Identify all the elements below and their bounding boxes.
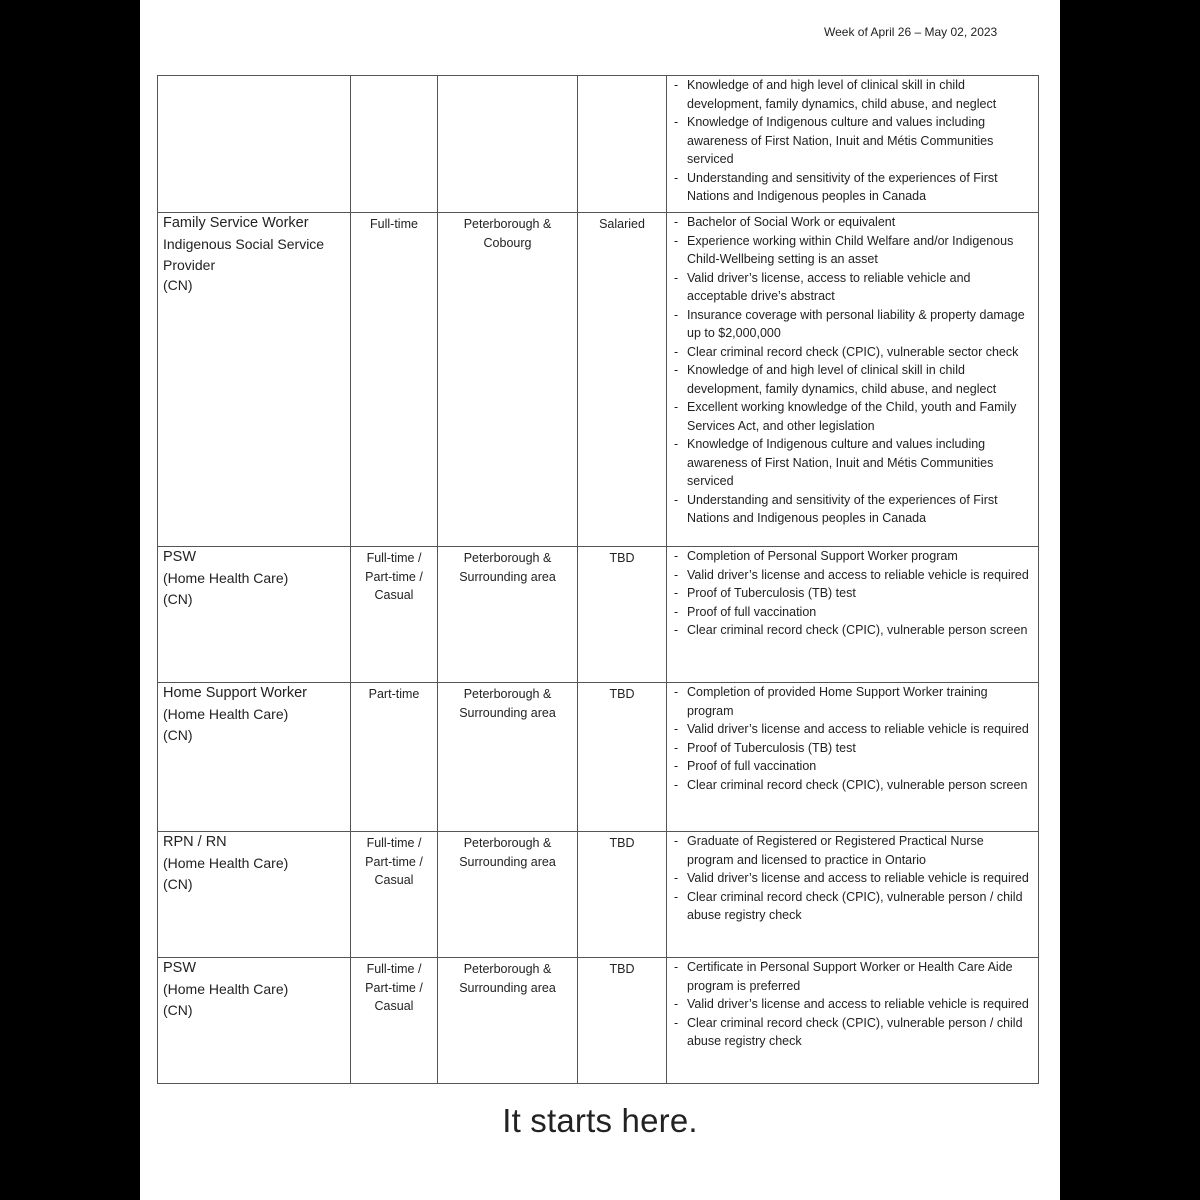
requirement-item: - Excellent working knowledge of the Child, youth and Family Services Act, and other legislation bbox=[672, 398, 1033, 435]
requirement-item: - Valid driver’s license and access to reliable vehicle is required bbox=[672, 566, 1033, 585]
requirement-item: - Valid driver’s license, access to reliable vehicle and acceptable drive’s abstract bbox=[672, 269, 1033, 306]
position-title: RPN / RN bbox=[163, 834, 227, 850]
employment-type-cell bbox=[351, 683, 438, 832]
job-row bbox=[158, 958, 1039, 1084]
requirement-item: - Experience working within Child Welfare and/or Indigenous Child-Wellbeing setting is an asset bbox=[672, 232, 1033, 269]
position-cell bbox=[158, 547, 351, 683]
salary: TBD bbox=[609, 962, 635, 976]
salary-cell bbox=[578, 832, 667, 958]
position-subtitle: (Home Health Care) (CN) bbox=[163, 706, 289, 743]
requirement-item: - Valid driver’s license and access to reliable vehicle is required bbox=[672, 720, 1033, 739]
requirement-item: - Valid driver’s license and access to reliable vehicle is required bbox=[672, 995, 1033, 1014]
requirement-item: - Clear criminal record check (CPIC), vulnerable person screen bbox=[672, 776, 1033, 795]
job-row bbox=[158, 547, 1039, 683]
requirement-item: - Understanding and sensitivity of the experiences of First Nations and Indigenous peoples in Canada bbox=[672, 169, 1033, 206]
requirement-item: - Knowledge of Indigenous culture and values including awareness of First Nation, Inuit and Métis Communities serviced bbox=[672, 113, 1033, 169]
requirement-item: - Proof of full vaccination bbox=[672, 757, 1033, 776]
requirement-item: - Clear criminal record check (CPIC), vulnerable sector check bbox=[672, 343, 1033, 362]
employment-type: Full-time / Part-time / Casual bbox=[365, 836, 423, 887]
footer-slogan: It starts here. bbox=[502, 1102, 698, 1139]
salary-cell bbox=[578, 76, 667, 213]
employment-type: Full-time / Part-time / Casual bbox=[365, 551, 423, 602]
job-row bbox=[158, 832, 1039, 958]
requirements-list bbox=[672, 213, 1033, 528]
position-title: PSW bbox=[163, 549, 197, 565]
position-subtitle: (Home Health Care) (CN) bbox=[163, 981, 289, 1018]
salary: TBD bbox=[609, 687, 635, 701]
salary-cell bbox=[578, 213, 667, 547]
location: Peterborough & Surrounding area bbox=[459, 836, 556, 869]
position-subtitle: Indigenous Social Service Provider (CN) bbox=[163, 236, 325, 293]
requirements-list bbox=[672, 832, 1033, 925]
salary-cell bbox=[578, 683, 667, 832]
requirement-item: - Graduate of Registered or Registered Practical Nurse program and licensed to practice in Ontario bbox=[672, 832, 1033, 869]
location-cell bbox=[438, 76, 578, 213]
employment-type-cell bbox=[351, 547, 438, 683]
position-title: PSW bbox=[163, 960, 197, 976]
requirement-item: - Knowledge of and high level of clinical skill in child development, family dynamics, child abuse, and neglect bbox=[672, 76, 1033, 113]
location-cell bbox=[438, 547, 578, 683]
location: Peterborough & Surrounding area bbox=[459, 687, 556, 720]
salary-cell bbox=[578, 958, 667, 1084]
employment-type-cell bbox=[351, 832, 438, 958]
requirements-list bbox=[672, 958, 1033, 1051]
requirements-list bbox=[672, 547, 1033, 640]
position-cell bbox=[158, 832, 351, 958]
document-page bbox=[140, 0, 1060, 1200]
position-title: Family Service Worker bbox=[163, 215, 309, 231]
location: Peterborough & Surrounding area bbox=[459, 962, 556, 995]
employment-type: Full-time bbox=[370, 217, 418, 231]
location: Peterborough & Surrounding area bbox=[459, 551, 556, 584]
requirement-item: - Completion of provided Home Support Worker training program bbox=[672, 683, 1033, 720]
location-cell bbox=[438, 958, 578, 1084]
requirement-item: - Valid driver’s license and access to reliable vehicle is required bbox=[672, 869, 1033, 888]
employment-type-cell bbox=[351, 213, 438, 547]
job-row bbox=[158, 76, 1039, 213]
employment-type: Full-time / Part-time / Casual bbox=[365, 962, 423, 1013]
position-subtitle: (Home Health Care) (CN) bbox=[163, 855, 289, 892]
position-subtitle: (Home Health Care) (CN) bbox=[163, 570, 289, 607]
requirement-item: - Certificate in Personal Support Worker or Health Care Aide program is preferred bbox=[672, 958, 1033, 995]
requirements-cell bbox=[667, 547, 1039, 683]
salary-cell bbox=[578, 547, 667, 683]
requirements-cell bbox=[667, 832, 1039, 958]
requirements-cell bbox=[667, 683, 1039, 832]
job-row bbox=[158, 683, 1039, 832]
requirement-item: - Clear criminal record check (CPIC), vulnerable person / child abuse registry check bbox=[672, 888, 1033, 925]
requirements-list bbox=[672, 76, 1033, 206]
location-cell bbox=[438, 213, 578, 547]
requirements-cell bbox=[667, 213, 1039, 547]
requirement-item: - Insurance coverage with personal liability & property damage up to $2,000,000 bbox=[672, 306, 1033, 343]
position-cell bbox=[158, 76, 351, 213]
location bbox=[443, 76, 572, 78]
salary: Salaried bbox=[599, 217, 645, 231]
requirement-item: - Bachelor of Social Work or equivalent bbox=[672, 213, 1033, 232]
employment-type-cell bbox=[351, 958, 438, 1084]
requirement-item: - Proof of Tuberculosis (TB) test bbox=[672, 584, 1033, 603]
job-listings-table bbox=[157, 75, 1039, 1084]
employment-type-cell bbox=[351, 76, 438, 213]
position-cell bbox=[158, 958, 351, 1084]
position-title: Home Support Worker bbox=[163, 685, 307, 701]
location: Peterborough & Cobourg bbox=[463, 217, 552, 250]
location-cell bbox=[438, 832, 578, 958]
requirements-cell bbox=[667, 76, 1039, 213]
salary bbox=[583, 76, 661, 78]
requirement-item: - Knowledge of Indigenous culture and values including awareness of First Nation, Inuit and Métis Communities serviced bbox=[672, 435, 1033, 491]
requirement-item: - Proof of full vaccination bbox=[672, 603, 1033, 622]
requirement-item: - Proof of Tuberculosis (TB) test bbox=[672, 739, 1033, 758]
salary: TBD bbox=[609, 836, 635, 850]
employment-type bbox=[356, 76, 432, 78]
position-cell bbox=[158, 683, 351, 832]
requirement-item: - Completion of Personal Support Worker program bbox=[672, 547, 1033, 566]
employment-type: Part-time bbox=[368, 687, 420, 701]
requirement-item: - Clear criminal record check (CPIC), vulnerable person screen bbox=[672, 621, 1033, 640]
requirement-item: - Knowledge of and high level of clinical skill in child development, family dynamics, child abuse, and neglect bbox=[672, 361, 1033, 398]
position-cell bbox=[158, 213, 351, 547]
salary: TBD bbox=[609, 551, 635, 565]
job-row bbox=[158, 213, 1039, 547]
week-date-range: Week of April 26 – May 02, 2023 bbox=[824, 25, 998, 39]
location-cell bbox=[438, 683, 578, 832]
requirement-item: - Clear criminal record check (CPIC), vulnerable person / child abuse registry check bbox=[672, 1014, 1033, 1051]
requirements-cell bbox=[667, 958, 1039, 1084]
requirement-item: - Understanding and sensitivity of the experiences of First Nations and Indigenous peoples in Canada bbox=[672, 491, 1033, 528]
requirements-list bbox=[672, 683, 1033, 794]
